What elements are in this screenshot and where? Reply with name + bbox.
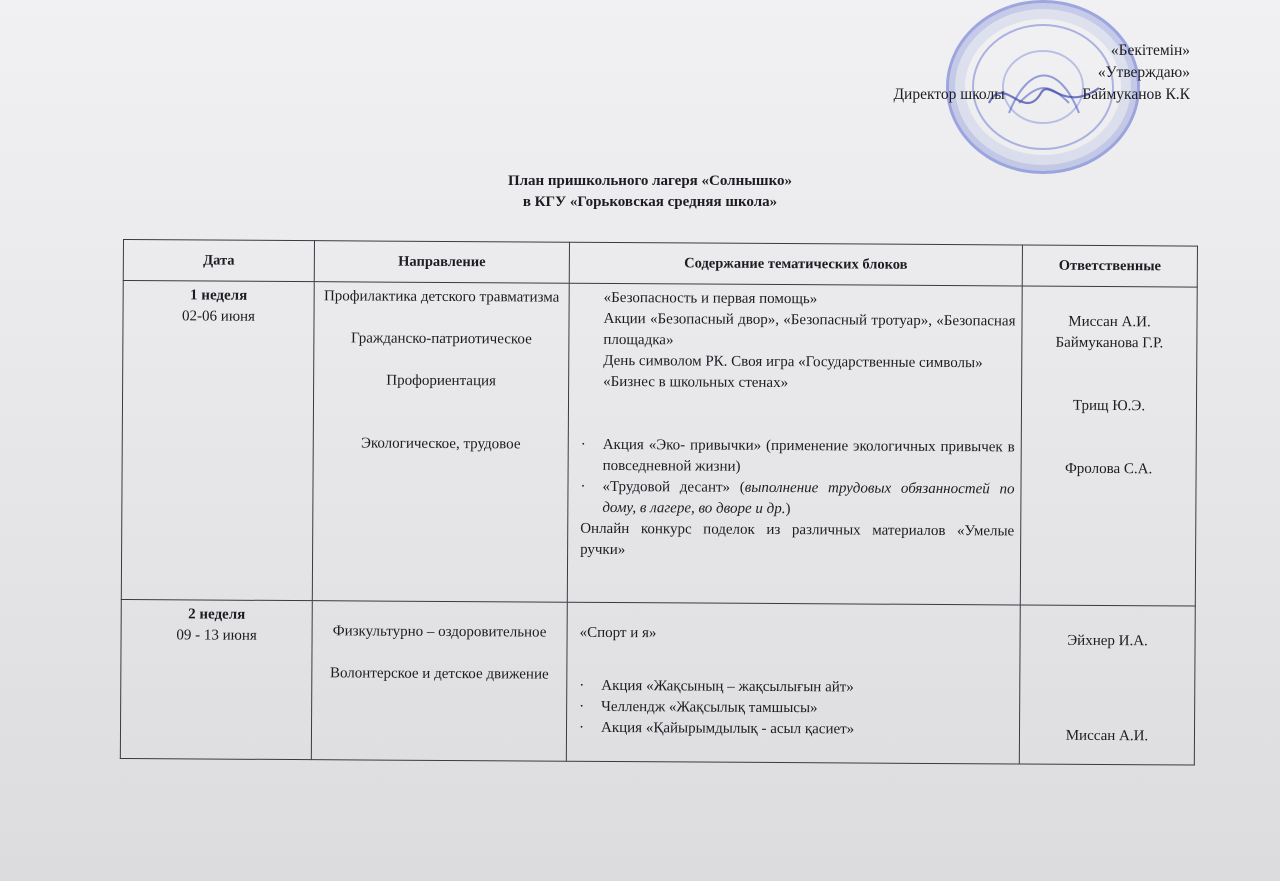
week-2-responsible-cell	[1019, 605, 1195, 765]
week-1-content-cell	[567, 283, 1022, 605]
week-1-dates: 02-06 июня	[182, 308, 256, 325]
approval-ru: «Утверждаю»	[1097, 64, 1190, 81]
content-safe-actions: Акции «Безопасный двор», «Безопасный тротуар», «Безопасная площадка»	[603, 310, 1016, 349]
week-2-name: 2 неделя	[188, 606, 246, 623]
direction-civic-patriotic: Гражданско-патриотическое	[350, 330, 532, 348]
header-content: Содержание тематических блоков	[569, 242, 1022, 286]
direction-injury-prevention: Профилактика детского травматизма	[323, 288, 560, 306]
week-2-content-cell	[566, 602, 1020, 764]
responsible-trishch: Трищ Ю.Э.	[1072, 397, 1146, 415]
week-2-direction-cell	[311, 601, 567, 762]
responsible-missan-2: Миссан А.И.	[1065, 727, 1149, 745]
title-line-2: в КГУ «Горьковская средняя школа»	[522, 194, 778, 210]
camp-plan-table	[120, 239, 1198, 766]
responsible-eikhner: Эйхнер И.А.	[1067, 632, 1148, 650]
table-row-week-2	[120, 599, 1195, 765]
direction-physical-health: Физкультурно – оздоровительное	[332, 623, 547, 641]
table-header-row	[123, 240, 1197, 288]
week-2-dates: 09 - 13 июня	[176, 627, 257, 644]
direction-career-guidance: Профориентация	[386, 372, 496, 390]
approval-kz: «Бекітемін»	[1110, 42, 1190, 59]
content-sport: «Спорт и я»	[579, 624, 657, 642]
direction-ecology-labor: Экологическое, трудовое	[360, 435, 521, 453]
labor-landing-close: )	[785, 501, 791, 518]
labor-landing-desc: выполнение трудовых обязанностей по дому, в лагере, во дворе и др.	[602, 479, 1015, 518]
header-responsible: Ответственные	[1022, 245, 1197, 287]
responsible-frolova: Фролова С.А.	[1064, 460, 1153, 478]
content-labor-landing	[574, 477, 1014, 522]
week-2-date-cell	[120, 599, 312, 759]
week-1-date-cell	[121, 281, 314, 601]
document-title	[300, 171, 1000, 213]
labor-landing-title: «Трудовой десант» (	[602, 478, 745, 496]
header-date: Дата	[123, 240, 314, 282]
week-1-responsible-cell	[1020, 286, 1197, 606]
responsible-baimukanova: Баймуканова Г.Р.	[1055, 334, 1164, 352]
director-label: Директор школы	[893, 86, 1005, 103]
approval-block	[893, 40, 1190, 106]
director-name: Баймуканов К.К	[1082, 86, 1190, 103]
header-direction: Направление	[314, 241, 569, 284]
content-action-kindness: · Акция «Жақсының – жақсылығын айт»	[573, 676, 1013, 700]
content-charity: · Акция «Қайырымдылық - асыл қасиет»	[573, 718, 1013, 742]
content-eco-habits: · Акция «Эко- привычки» (применение экологичных привычек в повседневной жизни)	[575, 435, 1015, 480]
approval-signature-line	[893, 84, 1190, 106]
content-symbols-day: День символом РК. Своя игра «Государственные символы»	[603, 352, 983, 372]
week-1-direction-cell	[312, 282, 569, 603]
content-challenge: · Челлендж «Жақсылық тамшысы»	[573, 697, 1013, 721]
content-safety: «Безопасность и первая помощь»	[603, 289, 818, 308]
content-online-contest: Онлайн конкурс поделок из различных материалов «Умелые ручки»	[580, 520, 1015, 559]
responsible-missan: Миссан А.И.	[1068, 313, 1151, 331]
table-row-week-1	[121, 281, 1197, 607]
title-line-1: План пришкольного лагеря «Солнышко»	[507, 173, 793, 189]
direction-volunteer: Волонтерское и детское движение	[329, 665, 549, 683]
content-business: «Бизнес в школьных стенах»	[603, 373, 789, 392]
week-1-name: 1 неделя	[190, 287, 248, 304]
